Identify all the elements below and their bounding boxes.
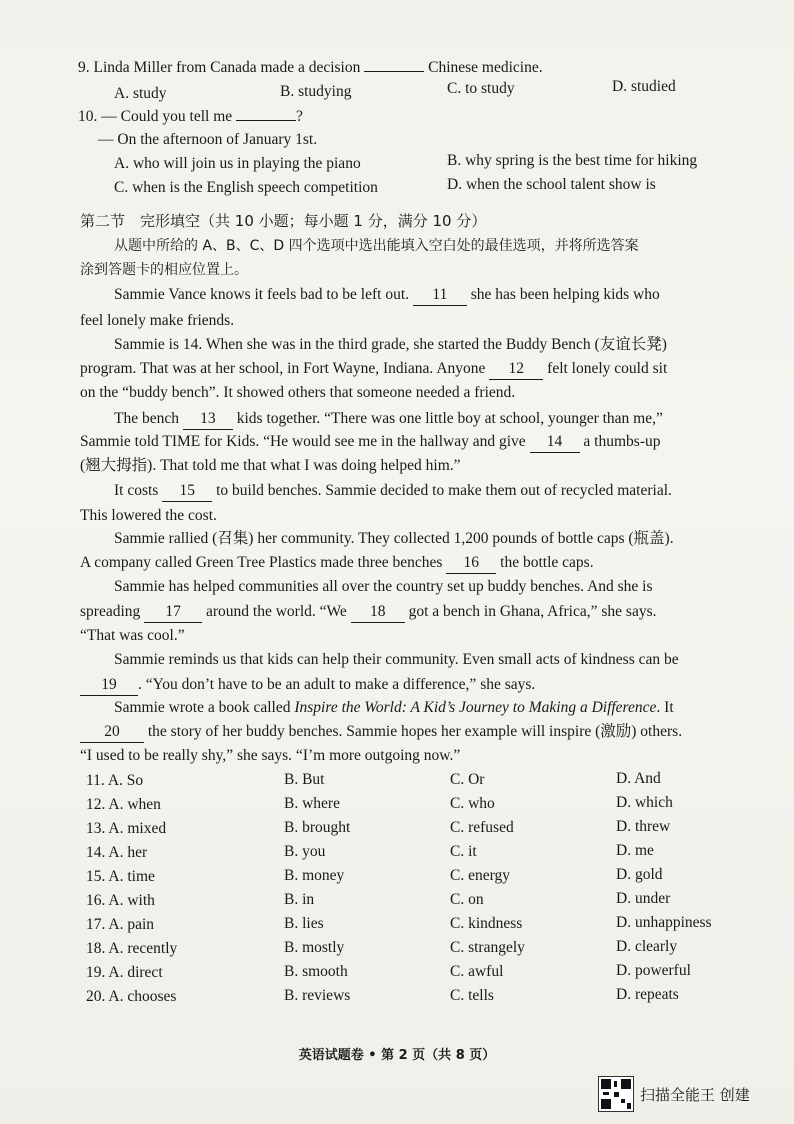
passage-line: “I used to be really shy,” she says. “I’m more outgoing now.” [80,747,461,764]
choice-option: B. smooth [284,963,348,981]
q10-blank [236,120,296,121]
section-instruction: 从题中所给的 A、B、C、D 四个选项中选出能填入空白处的最佳选项，并将所选答案 [114,238,639,254]
passage-line: program. That was at her school, in Fort Wayne, Indiana. Anyone 12 felt lonely could sit [80,359,667,380]
q9-blank [364,71,424,72]
choice-option: D. powerful [616,962,691,980]
choice-option: C. refused [450,818,514,836]
choice-option: B. lies [284,915,324,933]
choice-option: 13. A. mixed [86,820,167,837]
blank-18: 18 [351,602,405,623]
choice-option: 15. A. time [86,868,155,885]
choice-option: D. clearly [616,938,678,956]
passage-line: Sammie rallied (召集) her community. They collected 1,200 pounds of bottle caps (瓶盖). [114,530,674,547]
choice-option: D. repeats [616,986,679,1004]
q9-option-d: D. studied [612,78,676,95]
passage-line: Sammie told TIME for Kids. “He would see me in the hallway and give 14 a thumbs-up [80,432,660,453]
blank-20: 20 [80,722,144,743]
passage-line: Sammie has helped communities all over the country set up buddy benches. And she is [114,578,653,595]
passage-line: “That was cool.” [80,627,185,644]
choice-option: C. who [450,794,495,812]
q9-stem: 9. Linda Miller from Canada made a decision Chinese medicine. [78,59,543,76]
choice-option: 14. A. her [86,844,148,861]
page-footer: 英语试题卷 • 第 2 页（共 8 页） [298,1048,496,1063]
section-instruction-cont: 涂到答题卡的相应位置上。 [80,262,248,278]
choice-option: C. Or [450,770,485,788]
choice-option: D. And [616,770,661,788]
passage-line: (翘大拇指). That told me that what I was doing helped him.” [80,457,461,474]
blank-12: 12 [489,359,543,380]
passage-line: Sammie is 14. When she was in the third grade, she started the Buddy Bench (友谊长凳) [114,336,667,353]
choice-option: 12. A. when [86,796,161,813]
choice-option: D. gold [616,866,663,884]
passage-line: It costs 15 to build benches. Sammie decided to make them out of recycled material. [114,481,672,502]
blank-16: 16 [446,553,496,574]
choice-option: B. mostly [284,939,345,957]
q9-option-a: A. study [114,85,167,102]
choice-option: D. which [616,794,673,812]
choice-option: D. me [616,842,654,860]
choice-option: B. reviews [284,987,351,1005]
choice-option: D. unhappiness [616,914,712,932]
q10-option-a: A. who will join us in playing the piano [114,155,361,172]
q10-option-d: D. when the school talent show is [447,176,656,193]
choice-option: C. awful [450,962,504,980]
choice-option: D. threw [616,818,671,836]
choice-option: C. kindness [450,914,523,932]
blank-13: 13 [183,409,233,430]
passage-line: spreading 17 around the world. “We 18 got a bench in Ghana, Africa,” she says. [80,602,656,623]
q9-option-c: C. to study [447,80,515,97]
q9-option-b: B. studying [280,83,352,100]
choice-option: 18. A. recently [86,940,178,957]
choice-option: B. where [284,795,340,813]
passage-line: Sammie reminds us that kids can help their community. Even small acts of kindness can be [114,651,679,668]
choice-option: 19. A. direct [86,964,163,981]
passage-line: Sammie Vance knows it feels bad to be left out. 11 she has been helping kids who [114,285,660,306]
scanner-watermark: 扫描全能王 创建 [640,1086,750,1104]
blank-14: 14 [530,432,580,453]
choice-option: B. brought [284,819,351,837]
q10-answer: — On the afternoon of January 1st. [98,131,318,148]
choice-option: B. in [284,891,315,909]
section-title: 第二节 完形填空（共 10 小题；每小题 1 分，满分 10 分） [80,212,487,230]
choice-option: C. strangely [450,938,525,956]
passage-line: Sammie wrote a book called Inspire the World: A Kid’s Journey to Making a Difference. It [114,699,674,716]
choice-option: B. But [284,771,325,789]
passage-line: on the “buddy bench”. It showed others that someone needed a friend. [80,384,516,401]
choice-option: 16. A. with [86,892,155,909]
q10-option-b: B. why spring is the best time for hiking [447,152,698,169]
blank-11: 11 [413,285,467,306]
passage-line: 19 . “You don’t have to be an adult to make a difference,” she says. [80,675,535,696]
qr-code-icon [598,1076,634,1112]
passage-line: feel lonely make friends. [80,312,235,329]
choice-option: C. it [450,842,477,860]
passage-line: A company called Green Tree Plastics made three benches 16 the bottle caps. [80,553,594,574]
choice-option: D. under [616,890,671,908]
blank-19: 19 [80,675,138,696]
choice-option: B. you [284,843,326,861]
passage-line: This lowered the cost. [80,507,217,524]
blank-15: 15 [162,481,212,502]
q10-stem: 10. — Could you tell me ? [78,108,303,125]
passage-line: 20 the story of her buddy benches. Sammie hopes her example will inspire (激励) others. [80,722,682,743]
blank-17: 17 [144,602,202,623]
passage-line: The bench 13 kids together. “There was one little boy at school, younger than me,” [114,409,663,430]
choice-option: 20. A. chooses [86,988,177,1005]
q10-option-c: C. when is the English speech competition [114,179,378,196]
choice-option: C. on [450,890,484,908]
choice-option: 17. A. pain [86,916,155,933]
choice-option: B. money [284,867,345,885]
choice-option: C. tells [450,986,494,1004]
choice-option: 11. A. So [86,772,144,789]
book-title: Inspire the World: A Kid’s Journey to Making a Difference [294,699,657,716]
choice-option: C. energy [450,866,510,884]
